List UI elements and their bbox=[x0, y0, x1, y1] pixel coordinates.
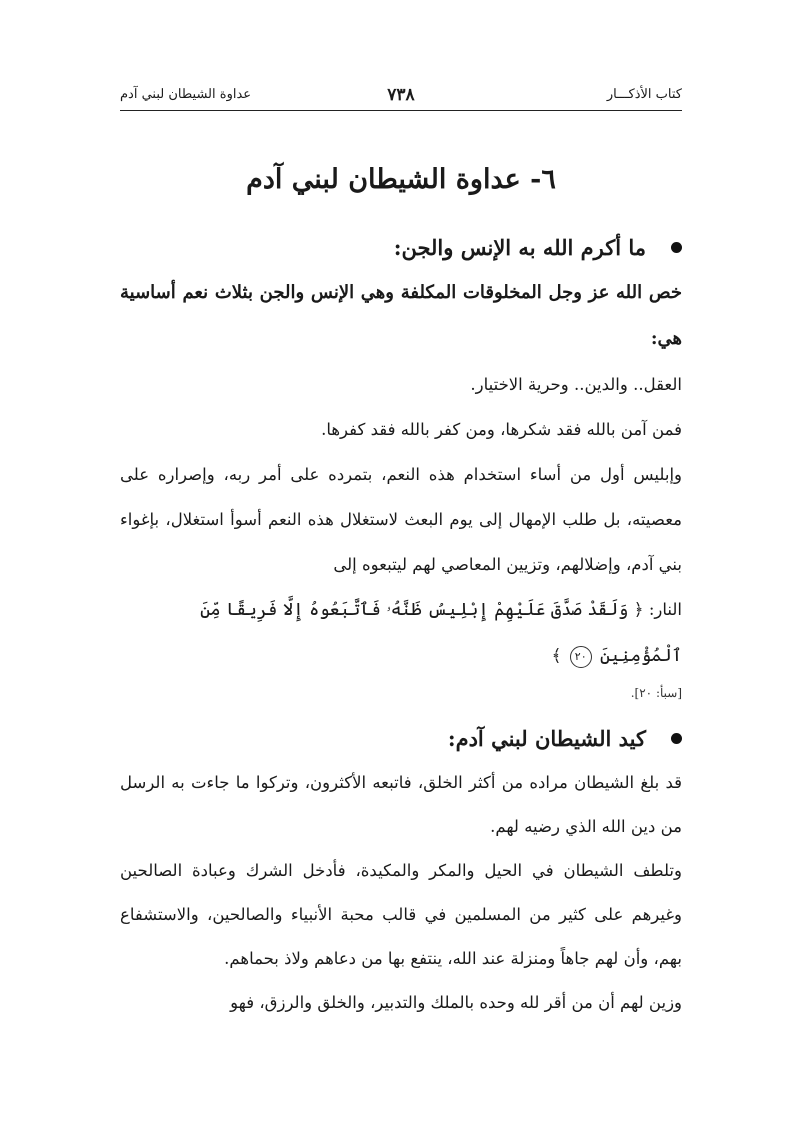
paragraph: العقل.. والدين.. وحرية الاختيار. bbox=[470, 375, 682, 394]
paragraph: قد بلغ الشيطان مراده من أكثر الخلق، فاتبعه الأكثرون، وتركوا ما جاءت به الرسل من دين الله الذي رضيه لهم. bbox=[120, 773, 682, 836]
quran-verse: وَلَقَدْ صَدَّقَ عَلَيْهِمْ إِبْلِيسُ ظَنَّهُۥ فَٱتَّبَعُوهُ إِلَّا فَرِيقًا مِّنَ ٱلْمُؤْمِنِينَ bbox=[200, 600, 682, 666]
section-heading-honor bbox=[120, 226, 682, 270]
section-heading-plot bbox=[120, 717, 682, 761]
book-title: كتاب الأذكـــار bbox=[606, 87, 682, 102]
verse-reference: [سبأ: ٢٠]. bbox=[630, 686, 682, 700]
lead-paragraph: خص الله عز وجل المخلوقات المكلفة وهي الإنس والجن بثلاث نعم أساسية هي: bbox=[120, 282, 682, 349]
page-content bbox=[120, 226, 682, 1025]
page-number: ٧٣٨ bbox=[387, 85, 415, 105]
paragraph: وزين لهم أن من أقر لله وحده بالملك والتدبير، والخلق والرزق، فهو bbox=[230, 993, 682, 1012]
paragraph: فمن آمن بالله فقد شكرها، ومن كفر بالله فقد كفرها. bbox=[321, 420, 682, 439]
chapter-title: ٦- عداوة الشيطان لبني آدم bbox=[246, 164, 556, 195]
verse-close-bracket: ﴾ bbox=[551, 646, 562, 666]
section-heading-text: كيد الشيطان لبني آدم: bbox=[447, 726, 646, 751]
paragraph: وإبليس أول من أساء استخدام هذه النعم، بتمرده على أمر ربه، وإصراره على معصيته، بل طلب الإمهال إلى يوم البعث لاستغلال هذه النعم أسوأ استغلال، بإغواء بني آدم، وإضلالهم، وتزيين المعاصي لهم ليتبعوه إلى bbox=[120, 465, 682, 574]
paragraph: وتلطف الشيطان في الحيل والمكر والمكيدة، فأدخل الشرك وعبادة الصالحين وغيرهم على كثير من المسلمين في قالب محبة الأنبياء والصالحين، والاستشفاع بهم، وأن لهم جاهاً ومنزلة عند الله، ينتفع بها من دعاهم ولاذ بحماهم. bbox=[120, 861, 682, 968]
quran-verse-line bbox=[120, 587, 682, 679]
verse-open-bracket: ﴿ bbox=[633, 600, 644, 620]
paragraph-end: النار: bbox=[648, 600, 682, 619]
chapter-name: عداوة الشيطان لبني آدم bbox=[120, 87, 252, 102]
section-heading-text: ما أكرم الله به الإنس والجن: bbox=[393, 235, 646, 260]
bullet-icon bbox=[671, 242, 682, 253]
bullet-icon bbox=[671, 733, 682, 744]
header-divider bbox=[120, 110, 682, 111]
running-header bbox=[120, 84, 682, 110]
ayah-number-badge: ٢٠ bbox=[570, 646, 592, 668]
